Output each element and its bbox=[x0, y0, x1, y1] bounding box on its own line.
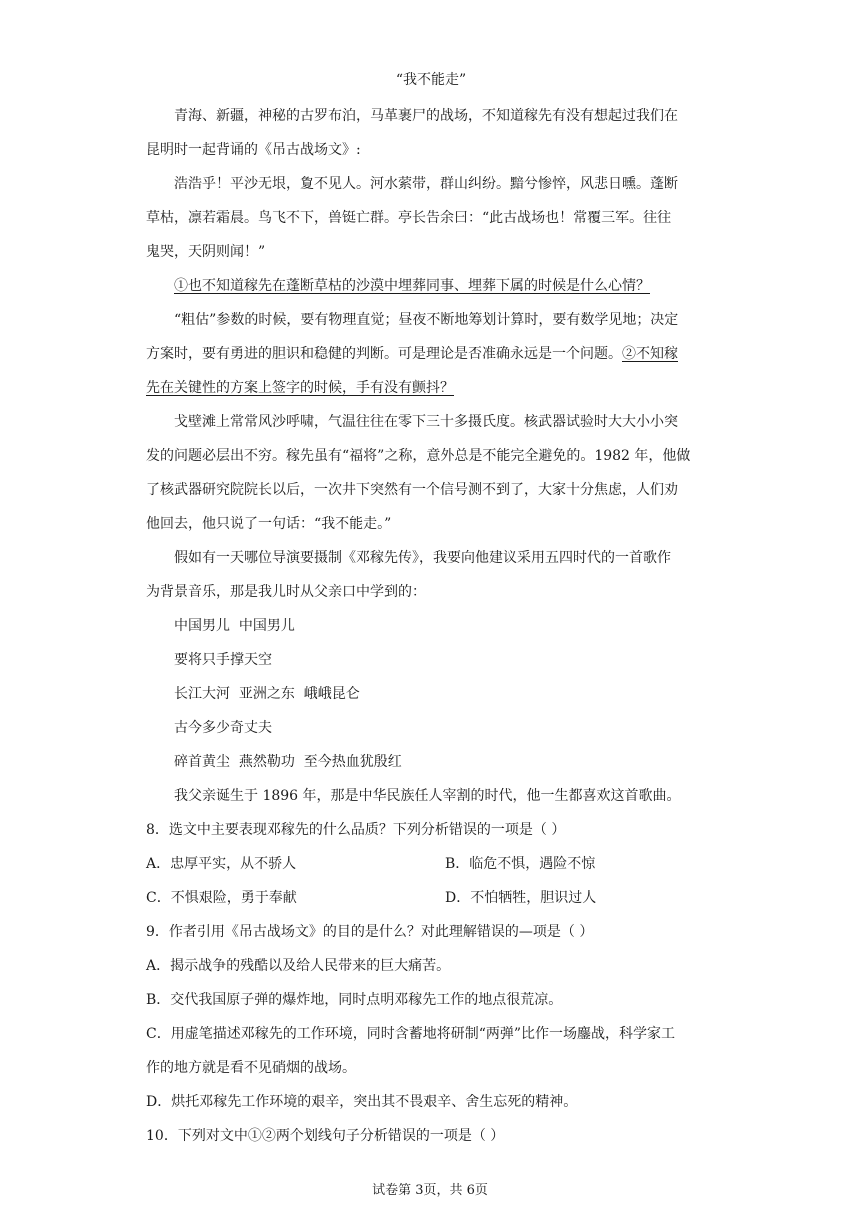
option-9c[interactable]: C．用虚笔描述邓稼先的工作环境，同时含蓄地将研制“两弹”比作一场鏖战，科学家工 bbox=[146, 1026, 676, 1042]
underlined-sentence-2-text: 先在关键性的方案上签字的时候，手有没有颤抖？ bbox=[146, 380, 454, 396]
underlined-sentence-1 bbox=[146, 276, 716, 296]
paragraph-text: 方案时，要有勇进的胆识和稳健的判断。可是理论是否准确永远是一个问题。 bbox=[146, 346, 622, 362]
paragraph-line bbox=[146, 344, 716, 364]
option-9c-continued[interactable]: 作的地方就是看不见硝烟的战场。 bbox=[146, 1060, 356, 1076]
option-9b[interactable]: B．交代我国原子弹的爆炸地，同时点明邓稼先工作的地点很荒凉。 bbox=[146, 992, 563, 1008]
question-8-stem: 8．选文中主要表现邓稼先的什么品质？下列分析错误的一项是（ ） bbox=[146, 822, 566, 838]
underlined-sentence-2-start: ②不知稼 bbox=[622, 346, 678, 362]
question-9-stem: 9．作者引用《吊古战场文》的目的是什么？对此理解错误的—项是（ ） bbox=[146, 924, 594, 940]
quoted-text-line: 草枯，凛若霜晨。鸟飞不下，兽铤亡群。亭长告余曰：“此古战场也！常覆三军。往往 bbox=[146, 210, 672, 226]
article-title: “我不能走” bbox=[395, 72, 467, 88]
question-8-options-row-2 bbox=[146, 888, 716, 908]
paragraph-line: “粗估”参数的时候，要有物理直觉；昼夜不断地筹划计算时，要有数学见地；决定 bbox=[174, 312, 679, 328]
paragraph-line: 我父亲诞生于 1896 年，那是中华民族任人宰割的时代，他一生都喜欢这首歌曲。 bbox=[174, 788, 681, 804]
song-lyric-line: 中国男儿 中国男儿 bbox=[174, 618, 295, 634]
underlined-sentence-1-text: ①也不知道稼先在蓬断草枯的沙漠中埋葬同事、埋葬下属的时候是什么心情？ bbox=[174, 278, 650, 294]
quoted-text-line: 浩浩乎！平沙无垠，夐不见人。河水萦带，群山纠纷。黯兮惨悴，风悲日曛。蓬断 bbox=[174, 176, 678, 192]
paragraph-line: 戈壁滩上常常风沙呼啸，气温往往在零下三十多摄氏度。核武器试验时大大小小突 bbox=[174, 414, 678, 430]
paragraph-line: 青海、新疆，神秘的古罗布泊，马革裹尸的战场，不知道稼先有没有想起过我们在 bbox=[174, 108, 678, 124]
page-footer: 试卷第 3页，共 6页 bbox=[372, 1183, 488, 1198]
quoted-text-line: 鬼哭，天阴则闻！” bbox=[146, 244, 266, 260]
paragraph-line: 他回去，他只说了一句话：“我不能走。” bbox=[146, 516, 392, 532]
song-lyric-line: 要将只手撑天空 bbox=[174, 652, 272, 668]
song-lyric-line: 长江大河 亚洲之东 峨峨昆仑 bbox=[174, 686, 360, 702]
option-8b[interactable]: B．临危不惧，遇险不惊 bbox=[445, 856, 596, 872]
underlined-sentence-2 bbox=[146, 378, 716, 398]
question-8-options-row-1 bbox=[146, 854, 716, 874]
option-9a[interactable]: A．揭示战争的残酷以及给人民带来的巨大痛苦。 bbox=[146, 958, 451, 974]
option-9d[interactable]: D．烘托邓稼先工作环境的艰辛，突出其不畏艰辛、舍生忘死的精神。 bbox=[146, 1094, 578, 1110]
song-lyric-line: 古今多少奇丈夫 bbox=[174, 720, 272, 736]
option-8d[interactable]: D．不怕牺牲，胆识过人 bbox=[445, 890, 597, 906]
paragraph-line: 了核武器研究院院长以后，一次井下突然有一个信号测不到了，大家十分焦虑，人们劝 bbox=[146, 482, 678, 498]
question-10-stem: 10．下列对文中①②两个划线句子分析错误的一项是（ ） bbox=[146, 1128, 505, 1144]
paragraph-line: 发的问题必层出不穷。稼先虽有“福将”之称，意外总是不能完全避免的。1982 年，他做 bbox=[146, 448, 691, 464]
song-lyric-line: 碎首黄尘 燕然勒功 至今热血犹殷红 bbox=[174, 754, 402, 770]
option-8a[interactable]: A．忠厚平实，从不骄人 bbox=[146, 856, 297, 872]
option-8c[interactable]: C．不惧艰险，勇于奉献 bbox=[146, 890, 297, 906]
paragraph-line: 假如有一天哪位导演要摄制《邓稼先传》，我要向他建议采用五四时代的一首歌作 bbox=[174, 550, 671, 566]
paragraph-line: 为背景音乐，那是我儿时从父亲口中学到的： bbox=[146, 584, 426, 600]
paragraph-line: 昆明时一起背诵的《吊古战场文》: bbox=[146, 142, 361, 158]
